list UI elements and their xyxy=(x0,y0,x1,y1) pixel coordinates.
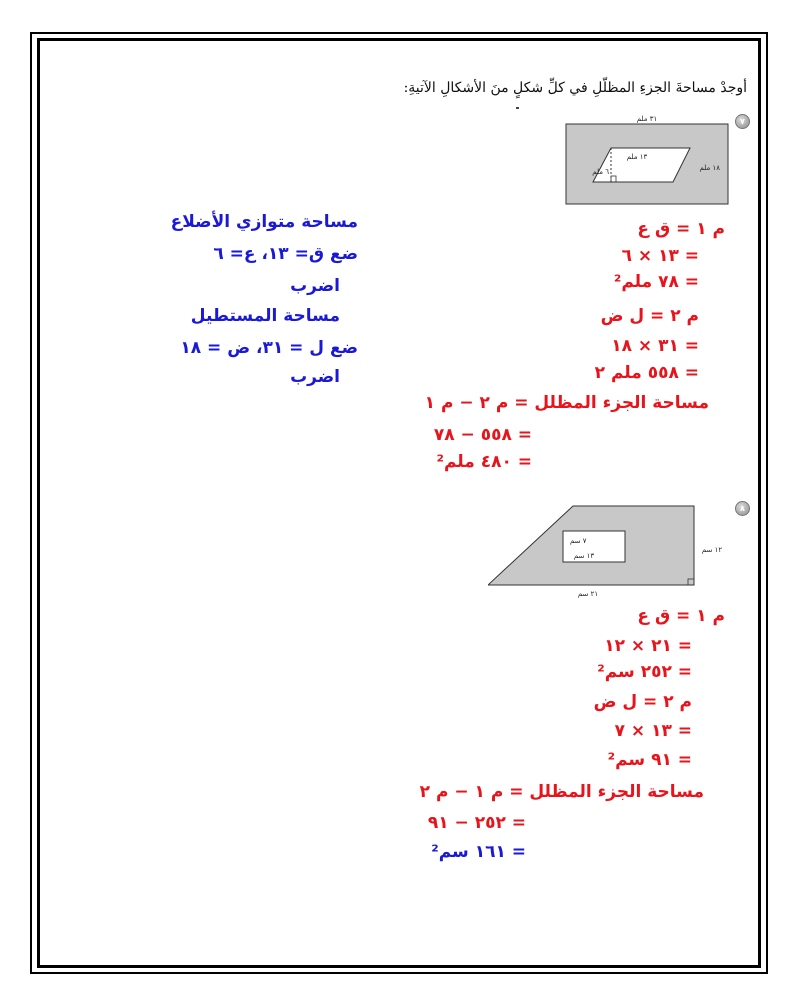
inner-height-label: ٦ ملم xyxy=(592,168,609,176)
p8-solution-line-5: = ١٣ × ٧ xyxy=(614,721,692,741)
p7-solution-line-6: = ٥٥٨ ملم ٢ xyxy=(594,363,699,383)
inner-height-label: ٧ سم xyxy=(570,537,587,545)
p8-solution-line-6: = ٩١ سم² xyxy=(607,750,692,770)
decorative-dot xyxy=(516,107,519,109)
instruction-text: أوجدْ مساحةَ الجزءِ المظلّلِ في كلِّ شكلٍ منَ الأشكالِ الآتيةِ: xyxy=(403,80,747,96)
p7-note-2: ضع ق= ١٣، ع= ٦ xyxy=(213,244,358,264)
outer-base-label: ٢١ سم xyxy=(577,590,599,598)
inner-base-label: ١٣ ملم xyxy=(626,153,648,161)
p8-solution-line-9: = ١٦١ سم² xyxy=(431,842,526,862)
problem-8-badge: ٨ xyxy=(735,501,750,516)
p7-solution-line-2: = ١٣ × ٦ xyxy=(621,246,699,266)
p7-solution-line-8: = ٥٥٨ − ٧٨ xyxy=(433,425,532,445)
inner-width-label: ١٣ سم xyxy=(573,552,595,560)
p8-solution-line-2: = ٢١ × ١٢ xyxy=(604,636,692,656)
p7-note-5: ضع ل = ٣١، ض = ١٨ xyxy=(180,338,358,358)
outer-height-label: ١٢ سم xyxy=(701,546,723,554)
p8-solution-line-7: مساحة الجزء المظلل = م ١ − م ٢ xyxy=(419,782,704,802)
p8-solution-line-3: = ٢٥٢ سم² xyxy=(597,662,692,682)
problem-7-figure xyxy=(565,112,735,212)
p8-solution-line-1: م ١ = ق ع xyxy=(637,606,725,626)
p7-solution-line-4: م ٢ = ل ض xyxy=(600,306,699,326)
p7-solution-line-7: مساحة الجزء المظلل = م ٢ − م ١ xyxy=(424,393,709,413)
p8-solution-line-8: = ٢٥٢ − ٩١ xyxy=(427,813,526,833)
p7-solution-line-5: = ٣١ × ١٨ xyxy=(611,336,699,356)
p7-solution-line-1: م ١ = ق ع xyxy=(637,219,725,239)
problem-7-badge: ٧ xyxy=(735,114,750,129)
outer-height-label: ١٨ ملم xyxy=(699,164,720,172)
problem-8-figure xyxy=(488,500,738,605)
p7-solution-line-3: = ٧٨ ملم² xyxy=(613,272,699,292)
p7-note-3: اضرب xyxy=(290,276,340,296)
outer-width-label: ٣١ ملم xyxy=(636,115,658,123)
p8-solution-line-4: م ٢ = ل ض xyxy=(593,692,692,712)
p7-solution-line-9: = ٤٨٠ ملم² xyxy=(436,452,532,472)
p7-note-1: مساحة متوازي الأضلاع xyxy=(170,212,358,232)
p7-note-4: مساحة المستطيل xyxy=(190,306,340,326)
p7-note-6: اضرب xyxy=(290,367,340,387)
